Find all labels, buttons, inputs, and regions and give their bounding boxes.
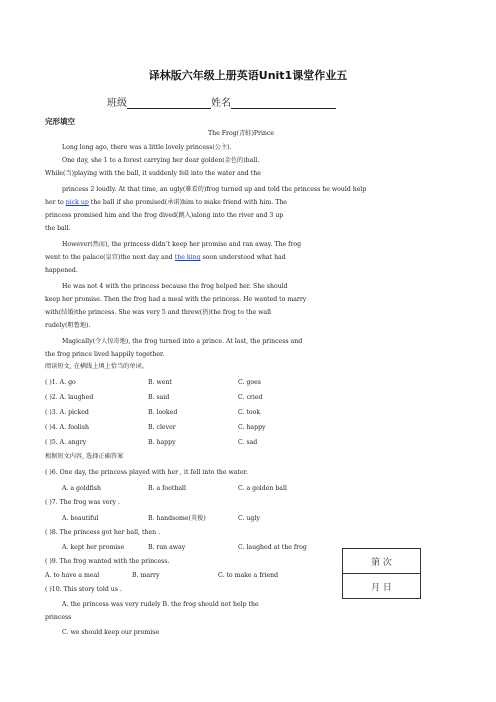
option-b[interactable]: B. marry: [132, 572, 160, 579]
option-c[interactable]: C. sad: [238, 439, 258, 446]
option-a[interactable]: A. to have a meal: [45, 572, 100, 579]
page-title: 译林版六年级上册英语Unit1课堂作业五: [148, 69, 348, 82]
option-b[interactable]: B. went: [148, 379, 172, 386]
option-a[interactable]: A. beautiful: [62, 515, 99, 522]
option-a-b[interactable]: A. the princess was very rudely B. the frog should not help the: [62, 601, 259, 608]
date-table: [342, 548, 421, 599]
option-b[interactable]: B. looked: [148, 409, 178, 416]
question-8[interactable]: ( )8. The princess got her ball, then .: [45, 529, 161, 536]
option-a[interactable]: A. a goldfish: [62, 485, 101, 492]
name-label: 姓名: [211, 98, 231, 109]
option-c[interactable]: C. laughed at the frog: [238, 544, 307, 551]
option-c[interactable]: C. goes: [238, 379, 261, 386]
question-1[interactable]: ( )1. A. go: [45, 379, 76, 386]
option-c[interactable]: C. happy: [238, 424, 266, 431]
class-name-line: [107, 94, 336, 109]
option-b[interactable]: B. handsome(英俊): [148, 515, 206, 522]
story-line: princess promised him and the frog dived(跳入)along into the river and 3 up: [45, 212, 284, 219]
story-line: Magically(令人惊奇地), the frog turned into a prince. At last, the princess and: [62, 338, 303, 345]
question-9[interactable]: ( )9. The frog wanted with the princess.: [45, 558, 170, 565]
question-7[interactable]: ( )7. The frog was very .: [45, 499, 120, 506]
option-c[interactable]: C. took: [238, 409, 261, 416]
date-cell: 月 日: [343, 574, 421, 599]
option-c[interactable]: C. we should keep our promise: [62, 629, 160, 636]
option-b[interactable]: B. a football: [148, 485, 186, 492]
story-line: princess 2 loudly. At that time, an ugly(难看的)frog turned up and told the princess he would help: [62, 186, 367, 193]
story-line: One day, she 1 to a forest carrying her dear golden(金色的)ball.: [62, 157, 260, 164]
name-blank[interactable]: [231, 98, 336, 109]
question-3[interactable]: ( )3. A. picked: [45, 409, 89, 416]
option-c[interactable]: C. to make a friend: [218, 572, 279, 579]
story-line: the ball.: [45, 225, 71, 232]
story-text: went to the palace(皇宫)the next day and: [45, 254, 173, 261]
question-10[interactable]: ( )10. This story told us .: [45, 586, 122, 593]
story-line: keep her promise. Then the frog had a meal with the princess. He wanted to marry: [45, 296, 307, 303]
story-line: rudely(粗鲁地).: [45, 322, 91, 329]
story-line: happened.: [45, 267, 78, 274]
option-c[interactable]: C. cried: [238, 394, 263, 401]
story-line: Long long ago, there was a little lovely princess(公主).: [62, 144, 232, 151]
story-line: [45, 199, 287, 207]
instructions-choose: 根据短文内容, 选择正确答案: [45, 453, 124, 460]
story-text: the ball if she promised(承诺)him to make friend with him. The: [88, 199, 287, 206]
section-heading: 完形填空: [45, 117, 75, 126]
question-4[interactable]: ( )4. A. foolish: [45, 424, 89, 431]
story-line: [45, 254, 286, 262]
option-b[interactable]: B. ran away: [148, 544, 186, 551]
class-blank[interactable]: [127, 98, 211, 109]
question-5[interactable]: ( )5. A. angry: [45, 439, 87, 446]
option-b[interactable]: B. happy: [148, 439, 176, 446]
option-b[interactable]: B. clever: [148, 424, 176, 431]
question-2[interactable]: ( )2. A. laughed: [45, 394, 94, 401]
story-line: He was not 4 with the princess because the frog helped her. She should: [62, 283, 288, 290]
pick-up-link[interactable]: pick up: [65, 199, 89, 206]
question-6[interactable]: ( )6. One day, the princess played with her , it fell into the water.: [45, 469, 248, 476]
story-line: the frog prince lived happily together.: [45, 351, 165, 358]
instructions-fill: 阅读短文, 在横线上填上恰当的单词。: [45, 363, 148, 370]
times-cell: 第 次: [343, 549, 421, 574]
story-text: soon understood what had: [200, 254, 286, 261]
story-line: However(然而), the princess didn’t keep her promise and ran away. The frog: [62, 241, 302, 248]
option-a[interactable]: A. kept her promise: [62, 544, 125, 551]
story-text: her to: [45, 199, 64, 206]
option-b-cont: princess: [45, 614, 72, 621]
option-c[interactable]: C. a golden ball: [238, 485, 287, 492]
the-king-link[interactable]: the king: [174, 254, 201, 261]
option-c[interactable]: C. ugly: [238, 515, 260, 522]
option-b[interactable]: B. said: [148, 394, 170, 401]
class-label: 班级: [107, 98, 127, 109]
story-line: While(当)playing with the ball, it suddenly fell into the water and the: [45, 170, 261, 177]
story-title: The Frog(青蛙)Prince: [208, 130, 275, 137]
story-line: with(结婚)the princess. She was very 5 and threw(扔)the frog to the wall: [45, 309, 272, 316]
